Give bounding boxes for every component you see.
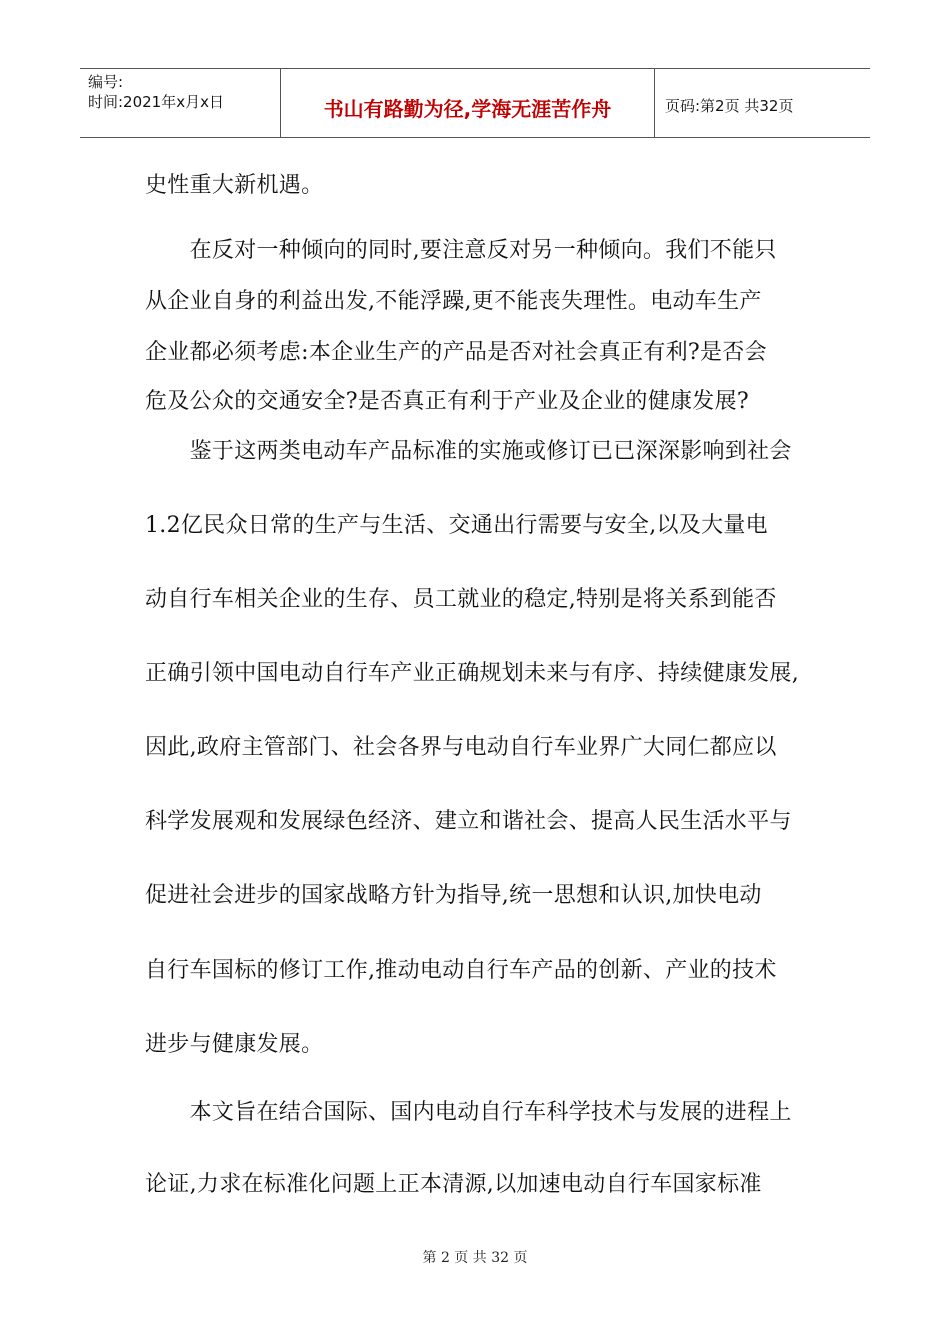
body-line: 论证,力求在标准化问题上正本清源,以加速电动自行车国家标准: [145, 1172, 762, 1197]
body-line: 1.2亿民众日常的生产与生活、交通出行需要与安全,以及大量电: [145, 513, 768, 538]
body-line: 因此,政府主管部门、社会各界与电动自行车业界广大同仁都应以: [145, 735, 777, 760]
body-line: 动自行车相关企业的生存、员工就业的稳定,特别是将关系到能否: [145, 587, 777, 612]
body-line: 进步与健康发展。: [145, 1032, 324, 1057]
header-meta-cell: [80, 69, 281, 137]
body-line: 鉴于这两类电动车产品标准的实施或修订已已深深影响到社会: [145, 439, 792, 464]
body-line: 自行车国标的修订工作,推动电动自行车产品的创新、产业的技术: [145, 958, 777, 983]
body-line: 本文旨在结合国际、国内电动自行车科学技术与发展的进程上: [145, 1100, 792, 1125]
body-line: 促进社会进步的国家战略方针为指导,统一思想和认识,加快电动: [145, 883, 762, 908]
body-line: 科学发展观和发展绿色经济、建立和谐社会、提高人民生活水平与: [145, 809, 792, 834]
body-line: 史性重大新机遇。: [145, 173, 324, 198]
time-label: 时间:2021年x月x日: [88, 93, 224, 111]
body-line: 在反对一种倾向的同时,要注意反对另一种倾向。我们不能只: [145, 238, 777, 263]
header-page-cell: [655, 69, 870, 137]
header-motto-cell: [281, 69, 655, 137]
number-label: 编号:: [88, 73, 124, 91]
body-line: 企业都必须考虑:本企业生产的产品是否对社会真正有利?是否会: [145, 340, 767, 365]
body-line: 从企业自身的利益出发,不能浮躁,更不能丧失理性。电动车生产: [145, 289, 762, 314]
body-line: 危及公众的交通安全?是否真正有利于产业及企业的健康发展?: [145, 389, 749, 414]
document-header: [80, 68, 870, 138]
page-footer: 第 2 页 共 32 页: [422, 1250, 528, 1266]
motto-text: 书山有路勤为径,学海无涯苦作舟: [323, 97, 612, 121]
header-page-info: 页码:第2页 共32页: [665, 97, 794, 115]
body-line: 正确引领中国电动自行车产业正确规划未来与有序、持续健康发展,: [145, 661, 799, 686]
